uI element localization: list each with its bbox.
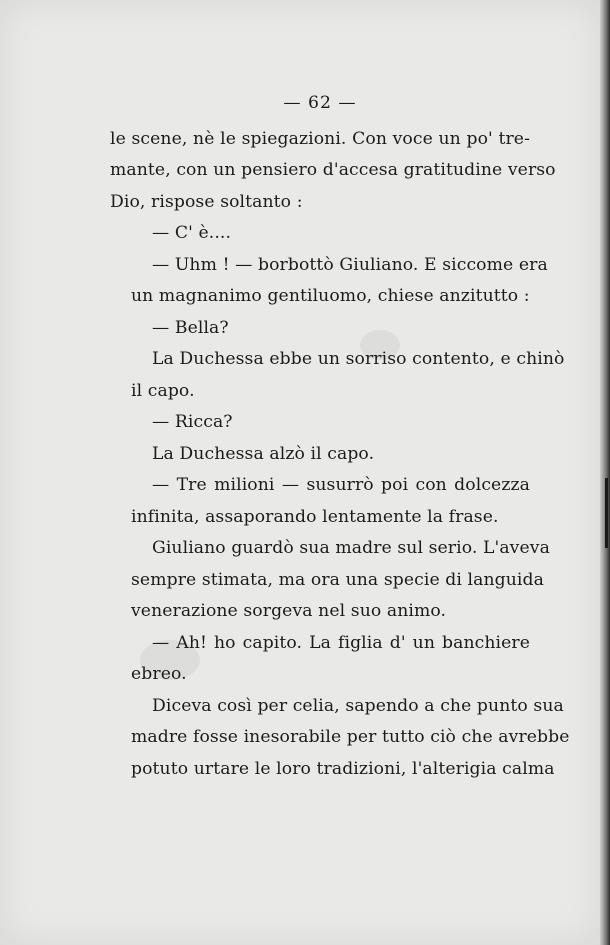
text-line: Giuliano guardò sua madre sul serio. L'aveva (152, 538, 550, 558)
paragraph (110, 313, 530, 345)
paragraph (110, 407, 530, 439)
edge-mark (605, 478, 608, 548)
paragraph-container (110, 124, 570, 786)
page-text (110, 88, 570, 785)
text-line: Dio, rispose soltanto : (110, 191, 303, 212)
text-line: il capo. (131, 380, 195, 401)
text-line: La Duchessa ebbe un sorriso contento, e chinò (152, 349, 565, 369)
text-line: — Tre milioni — susurrò poi con dolcezza (152, 475, 530, 495)
text-line: — Ah! ho capito. La figlia d' un banchiere (152, 632, 530, 653)
text-line: — Uhm ! — borbottò Giuliano. E siccome era (152, 254, 548, 275)
text-line: venerazione sorgeva nel suo animo. (131, 601, 447, 621)
paragraph (110, 628, 530, 691)
page-edge (600, 0, 610, 945)
text-line: sempre stimata, ma ora una specie di languida (131, 569, 544, 590)
text-line: — Bella? (152, 317, 229, 338)
text-line: ebreo. (131, 664, 187, 684)
paragraph (110, 218, 530, 250)
page-number: — 62 — (283, 93, 357, 113)
text-line: potuto urtare le loro tradizioni, l'alterigia calma (131, 758, 555, 779)
paragraph (110, 470, 530, 533)
text-line: La Duchessa alzò il capo. (152, 443, 375, 464)
text-line: madre fosse inesorabile per tutto ciò che avrebbe (131, 727, 570, 747)
paragraph (110, 124, 556, 219)
text-line: infinita, assaporando lentamente la frase. (131, 506, 499, 527)
paragraph (110, 533, 550, 628)
paragraph (110, 344, 565, 407)
text-line: un magnanimo gentiluomo, chiese anzitutto : (131, 286, 530, 306)
text-line: Diceva così per celia, sapendo a che punto sua (152, 695, 564, 716)
text-line: le scene, nè le spiegazioni. Con voce un po' tre- (110, 128, 530, 149)
paragraph (110, 691, 570, 786)
paragraph (110, 250, 548, 313)
text-line: — C' è.... (152, 223, 232, 243)
paragraph (110, 439, 530, 471)
text-line: — Ricca? (152, 412, 233, 432)
text-line: mante, con un pensiero d'accesa gratitudine verso (110, 160, 556, 180)
